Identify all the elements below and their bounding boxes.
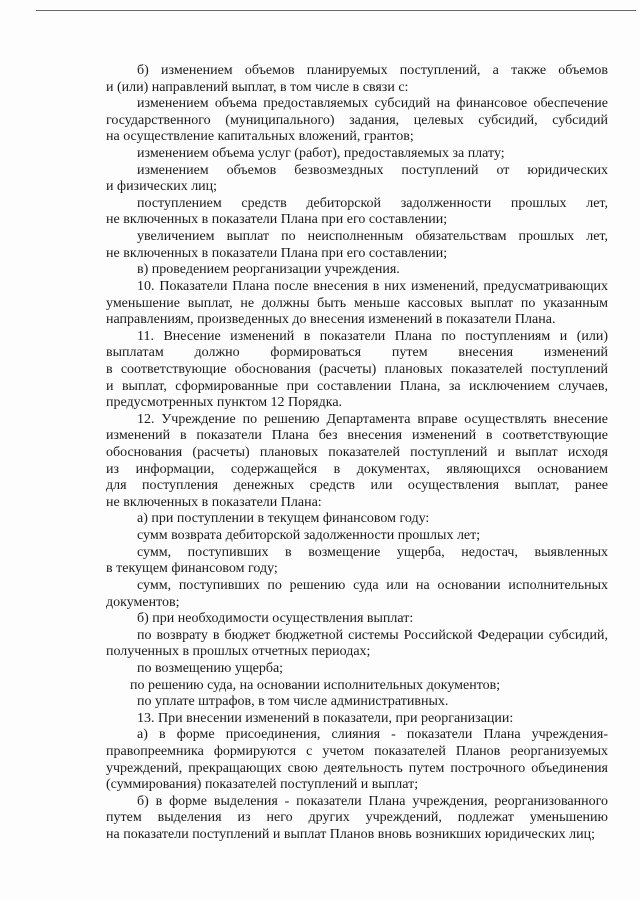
text-line: путем выделения из него других учреждений, подлежат уменьшению — [106, 810, 608, 826]
text-line: 10. Показатели Плана после внесения в них изменений, предусматривающих — [137, 278, 608, 294]
text-line: выплатам должно формироваться путем внесения изменений — [106, 345, 608, 361]
text-line: б) при необходимости осуществления выплат: — [137, 611, 414, 627]
text-line: предусмотренных пунктом 12 Порядка. — [106, 395, 343, 411]
text-line: изменением объемов безвозмездных поступлений от юридических — [137, 162, 608, 178]
text-line: учреждений, прекращающих свою деятельность путем построчного объединения — [106, 760, 608, 776]
text-line: не включенных в показатели Плана: — [106, 494, 322, 510]
text-line: и физических лиц; — [106, 179, 218, 195]
text-line: не включенных в показатели Плана при его составлении; — [106, 212, 448, 228]
text-line: б) изменением объемов планируемых поступлений, а также объемов — [137, 63, 608, 78]
text-line: не включенных в показатели Плана при его составлении; — [106, 245, 448, 261]
text-line: полученных в прошлых отчетных периодах; — [106, 644, 371, 660]
text-line: сумм, поступивших в возмещение ущерба, недостач, выявленных — [137, 544, 608, 560]
text-line: (суммирования) показателей поступлений и выплат; — [106, 777, 419, 793]
text-line: 11. Внесение изменений в показатели Плана по поступлениям и (или) — [137, 328, 608, 344]
text-line: обоснования (расчеты) плановых показателей поступлений и выплат исходя — [106, 445, 608, 461]
text-line: по уплате штрафов, в том числе административных. — [137, 694, 449, 710]
text-line: уменьшение выплат, не должны быть меньше кассовых выплат по указанным — [106, 295, 608, 311]
text-line: направлениям, произведенных до внесения изменений в показатели Плана. — [106, 312, 556, 328]
text-line: для поступления денежных средств или осуществления выплат, ранее — [106, 478, 608, 494]
text-line: по возврату в бюджет бюджетной системы Российской Федерации субсидий, — [137, 627, 608, 643]
text-line: 12. Учреждение по решению Департамента вправе осуществлять внесение — [137, 411, 608, 427]
text-line: и выплат, сформированные при составлении Плана, за исключением случаев, — [106, 378, 608, 394]
text-line: государственного (муниципального) задания, целевых субсидий, субсидий — [106, 112, 608, 128]
text-line: изменением объема услуг (работ), предоставляемых за плату; — [137, 146, 505, 162]
text-line: по решению суда, на основании исполнительных документов; — [130, 677, 501, 693]
text-line: увеличением выплат по неисполненным обязательствам прошлых лет, — [137, 229, 608, 245]
text-line: правопреемника формируются с учетом показателей Планов реорганизуемых — [106, 743, 608, 759]
document-body — [106, 63, 608, 844]
text-line: и (или) направлений выплат, в том числе в связи с: — [106, 79, 409, 95]
text-line: а) при поступлении в текущем финансовом году: — [137, 511, 430, 527]
text-line: из информации, содержащейся в документах, являющихся основанием — [106, 461, 608, 477]
text-line: изменением объема предоставляемых субсидий на финансовое обеспечение — [137, 96, 608, 112]
text-line: в) проведением реорганизации учреждения. — [137, 262, 400, 278]
text-line: сумм, поступивших по решению суда или на основании исполнительных — [137, 577, 608, 593]
text-line: в соответствующие обоснования (расчеты) плановых показателей поступлений — [106, 361, 608, 377]
text-line: сумм возврата дебиторской задолженности прошлых лет; — [137, 528, 481, 544]
text-line: на осуществление капитальных вложений, грантов; — [106, 129, 414, 145]
text-line: а) в форме присоединения, слияния - показатели Плана учреждения- — [137, 727, 608, 743]
text-line: документов; — [106, 594, 180, 610]
text-line: по возмещению ущерба; — [137, 660, 284, 676]
text-line: в текущем финансовом году; — [106, 561, 278, 577]
text-line: поступлением средств дебиторской задолженности прошлых лет, — [137, 195, 608, 211]
top-scan-rule — [36, 10, 636, 11]
text-line: изменений в показатели Плана без внесения изменений в соответствующие — [106, 428, 608, 444]
text-line: на показатели поступлений и выплат Планов вновь возникших юридических лиц; — [106, 827, 595, 843]
text-line: 13. При внесении изменений в показатели, при реорганизации: — [137, 710, 514, 726]
text-line: б) в форме выделения - показатели Плана учреждения, реорганизованного — [137, 793, 608, 809]
